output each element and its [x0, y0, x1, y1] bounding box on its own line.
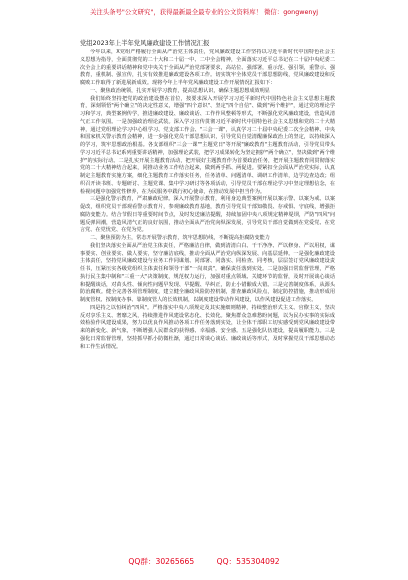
footer-qq: QQ：535304092: [216, 557, 280, 566]
promo-banner[interactable]: [0, 8, 408, 17]
body-paragraph: 四是持之以恒纠治"四风"。严格落实中央八项规定及其实施细则精神，持续整治形式主义、官僚主义，坚决反对享乐主义、奢靡之风，持续推进作风建设常态化、长效化。聚焦群众急难愁盼问题，以为民办实事的实际成效检验作风建设成果，努力以优良作风推动各项工作任务落到实处，让全体干部职工切实感受到党风廉政建设带来的新变化、新气象，不断增强人民群众的获得感、幸福感、安全感。五是强化队伍建设，提高履职能力。三是强化日常监督管理，坚持抓早抓小防微杜渐，通过日常谈心谈话、廉政谈话等形式，及时掌握党员干部思想动态和工作生活情况。: [80, 304, 335, 350]
body-paragraph: 我们始终坚持把党的政治建设摆在首位，按要求深入开展学习习近平新时代中国特色社会主义思想主题教育，深刻领悟"两个确立"的决定性意义，增强"四个意识"、坚定"四个自信"、做到"两个维护"，通过党的理论学习和学习，典型案例传学，推进廉政建设、廉政谈话、工作作风整顿等形式，不断强化党风廉政建设，营造风清气正工作氛围。一是加强政治理论武装。深入学习宣传贯彻习近平新时代中国特色社会主义思想和党的二十大精神，通过党组理论学习中心组学习、党支部工作会、"三会一课"，认真学习二十届中央纪委二次全会精神、中央和国家机关警示教育会精神，进一步强化党员干部思想认识，引导党员自觉清醒廉保政治上的坚定，以持续深入的学习，筑牢思想政治根基。各支部组织"三会一课""主题党日"等开展"廉政教育"主题教育活动，引导党员带头学习习近平总书记系列重要讲话精神，加强理论武装，把学习成果转化为坚定拥护"两个确立"，坚决做到"两个维护"的实际行动。二是扎实开展主题教育活动，把开展好主题教育作为首要政治任务，把开展主题教育同贯彻落实党的二十大精神结合起来，同推动业务工作结合起来，做到两手抓、两促进。要紧扣全会面从严治党实际，认真制定主题教育实施方案，细化主题教育工作落实任务，任务清单、问题清单、调研工作清单，边学边查边改；组织召开读书班、专题研讨、主题党课、集中学习研讨等各项活动，引导党员干部在理论学习中坚定理想信念，在检视问题中加强党性修养，在为民服务中践行初心使命，在推动发展中担当作为。: [80, 95, 335, 195]
document-title: 党组2023年上半年党风廉政建设工作情况汇报: [80, 40, 210, 47]
promo-banner-link[interactable]: 关注头条号"公文研究"，获得最新最全最专业的公文资料库！ 微信：gongwenyj: [89, 8, 319, 16]
body-paragraph: 三是强化警示教育，严肃廉政纪律。深入开展警示教育，利用身边典型案例开展以案示警、以案为戒、以案促改，组织党员干部观看警示教育片，参观廉政教育基地，教育引导党员干部知敬畏、存戒惧、守底线，增强拒腐防变能力。结合节假日等重要时间节点，及时发送廉洁提醒，持续加固中央八项规定精神堤坝，严防"四风"问题反弹回潮，营造风清气正的良好氛围，推动全面从严治党向纵深发展，引导党员干部自觉做到在党爱党、在党言党、在党忧党、在党为党。: [80, 196, 335, 234]
body-paragraph: 我们坚决落实全面从严治党主体责任，严格廉洁自律，做到清清白白、干干净净、严以修身、严以用权，谋事要实、创业要实、做人要实，坚守廉洁底线，推动全面从严治党向纵深发展、向基层延伸。一是强化廉政建设主体责任，坚持党风廉政建设与业务工作同谋划、同部署、同落实、同检查、同考核，层层签订党风廉政建设责任书，压紧压实各级党组织主体责任和领导干部"一岗双责"，确保责任落到实处。二是加强日常监督管理，严格执行民主集中制和"三重一大"决策制度，规范权力运行，加强对重点领域、关键环节的监督，及时开展谈心谈话和提醒谈话，对苗头性、倾向性问题早发现、早提醒、早纠正，防止小错酿成大错。三是完善制度体系，从源头防治腐败。健全完善各项管理制度，建立健全廉政风险防控机制，排查廉政风险点，制定防控措施，推动形成用制度管权、按制度办事、靠制度管人的长效机制，以制度建设带动作风建设，以作风建设促进工作落实。: [80, 242, 335, 303]
footer-contact: [0, 557, 408, 567]
document-body: [80, 49, 335, 549]
section-heading: 一、聚焦政治统领，扎实开展学习教育，提高思想认识，确保主题思想成效明显: [90, 87, 270, 94]
section-heading: 二、聚焦预防为主，常态开展警示教育，筑牢思想防线，不断提高拒腐防变能力: [90, 235, 270, 241]
footer-qq-group: QQ群：30265665: [128, 557, 195, 566]
body-paragraph: 今年以来，X党组严格履行全面从严治党主体责任，党风廉政建设工作坚持以习近平新时代中国特色社会主义思想为指导，全面贯彻党的二十大和二十届一中、二中全会精神，全面落实习近平总书记在二十届中央纪委二次全会上的重要讲话精神和党中央关于全面从严治党部署要求，高站位、强部署，重示范、强引领，重警示、强教育，重机制、强宣传，扎实有效推进廉政建设各项工作。切实筑牢全体党员干部思想防线，党风廉政建设和反腐败工作取得了新进展新成效。现将今年上半年党风廉政建设工作开展情况汇报如下：: [80, 49, 335, 86]
